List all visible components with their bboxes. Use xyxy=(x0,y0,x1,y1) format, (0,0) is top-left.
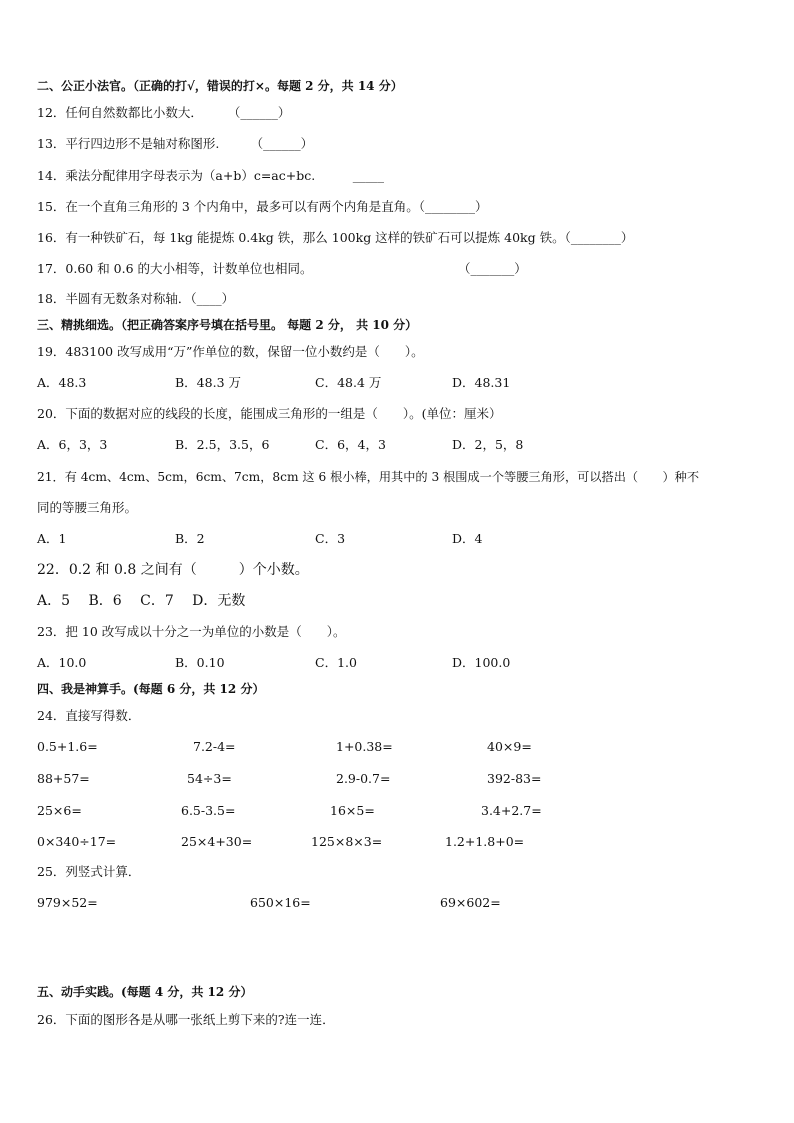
calc-item: 3.4+2.7= xyxy=(481,803,542,818)
q19-option-a: A．48.3 xyxy=(37,375,87,390)
calc-item: 7.2-4= xyxy=(193,739,236,754)
question-19: 19．483100 改写成用“万”作单位的数，保留一位小数约是（ ）。 xyxy=(37,344,424,359)
question-14: 14．乘法分配律用字母表示为（a+b）c=ac+bc. _____ xyxy=(37,168,384,183)
section-4-heading: 四、我是神算手。(每题 6 分，共 12 分） xyxy=(37,682,265,696)
question-24: 24．直接写得数． xyxy=(37,708,141,723)
q20-option-b: B．2.5，3.5，6 xyxy=(175,437,270,452)
vertical-calc-item: 979×52= xyxy=(37,895,98,910)
q19-option-d: D．48.31 xyxy=(452,375,511,390)
vertical-calc-item: 69×602= xyxy=(440,895,501,910)
question-23: 23．把 10 改写成以十分之一为单位的小数是（ ）。 xyxy=(37,624,346,639)
section-2-heading: 二、公正小法官。（正确的打√，错误的打×。每题 2 分，共 14 分） xyxy=(37,79,403,93)
q21-option-c: C．3 xyxy=(315,531,346,546)
question-25: 25．列竖式计算． xyxy=(37,864,141,879)
question-18: 18．半圆有无数条对称轴．（____） xyxy=(37,291,235,306)
calc-item: 1+0.38= xyxy=(336,739,393,754)
section-3-heading: 三、精挑细选。（把正确答案序号填在括号里。 每题 2 分， 共 10 分） xyxy=(37,318,418,332)
q21-option-a: A．1 xyxy=(37,531,67,546)
calc-item: 2.9-0.7= xyxy=(336,771,391,786)
question-26: 26．下面的图形各是从哪一张纸上剪下来的?连一连． xyxy=(37,1012,335,1027)
question-21-line-1: 21．有 4cm、4cm、5cm，6cm、7cm，8cm 这 6 根小棒，用其中的 3 根围成一个等腰三角形，可以搭出（ ）种不 xyxy=(37,470,700,484)
calc-item: 125×8×3= xyxy=(311,834,383,849)
question-21-line-2: 同的等腰三角形。 xyxy=(37,500,138,515)
calc-item: 6.5-3.5= xyxy=(181,803,236,818)
question-12: 12．任何自然数都比小数大． （______） xyxy=(37,105,291,120)
question-20: 20．下面的数据对应的线段的长度，能围成三角形的一组是（ ）。(单位：厘米） xyxy=(37,406,502,421)
q19-option-b: B．48.3 万 xyxy=(175,375,241,390)
calc-item: 0.5+1.6= xyxy=(37,739,98,754)
q20-option-a: A．6，3，3 xyxy=(37,437,108,452)
calc-item: 54÷3= xyxy=(187,771,232,786)
q23-option-a: A．10.0 xyxy=(37,655,87,670)
calc-item: 0×340÷17= xyxy=(37,834,117,849)
q21-option-d: D．4 xyxy=(452,531,483,546)
q23-option-d: D．100.0 xyxy=(452,655,511,670)
q20-option-d: D．2，5，8 xyxy=(452,437,524,452)
q19-option-c: C．48.4 万 xyxy=(315,375,382,390)
q22-options: A．5 B．6 C．7 D．无数 xyxy=(37,593,246,609)
calc-item: 392-83= xyxy=(487,771,542,786)
calc-item: 88+57= xyxy=(37,771,90,786)
question-22: 22．0.2 和 0.8 之间有（ ）个小数。 xyxy=(37,562,309,578)
calc-item: 1.2+1.8+0= xyxy=(445,834,525,849)
calc-item: 25×6= xyxy=(37,803,82,818)
calc-item: 25×4+30= xyxy=(181,834,253,849)
calc-item: 40×9= xyxy=(487,739,532,754)
q23-option-b: B．0.10 xyxy=(175,655,225,670)
question-16: 16．有一种铁矿石，每 1kg 能提炼 0.4kg 铁，那么 100kg 这样的铁矿石可以提炼 40kg 铁。（________） xyxy=(37,230,634,245)
question-15: 15．在一个直角三角形的 3 个内角中，最多可以有两个内角是直角。（________） xyxy=(37,199,488,214)
question-17: 17．0.60 和 0.6 的大小相等，计数单位也相同。 xyxy=(37,261,313,276)
question-13: 13．平行四边形不是轴对称图形. （______） xyxy=(37,136,314,151)
calc-item: 16×5= xyxy=(330,803,375,818)
section-5-heading: 五、动手实践。(每题 4 分，共 12 分） xyxy=(37,985,253,999)
q21-option-b: B．2 xyxy=(175,531,205,546)
q23-option-c: C．1.0 xyxy=(315,655,357,670)
question-17-answer-blank: （_______） xyxy=(458,261,527,276)
vertical-calc-item: 650×16= xyxy=(250,895,311,910)
q20-option-c: C．6，4，3 xyxy=(315,437,386,452)
